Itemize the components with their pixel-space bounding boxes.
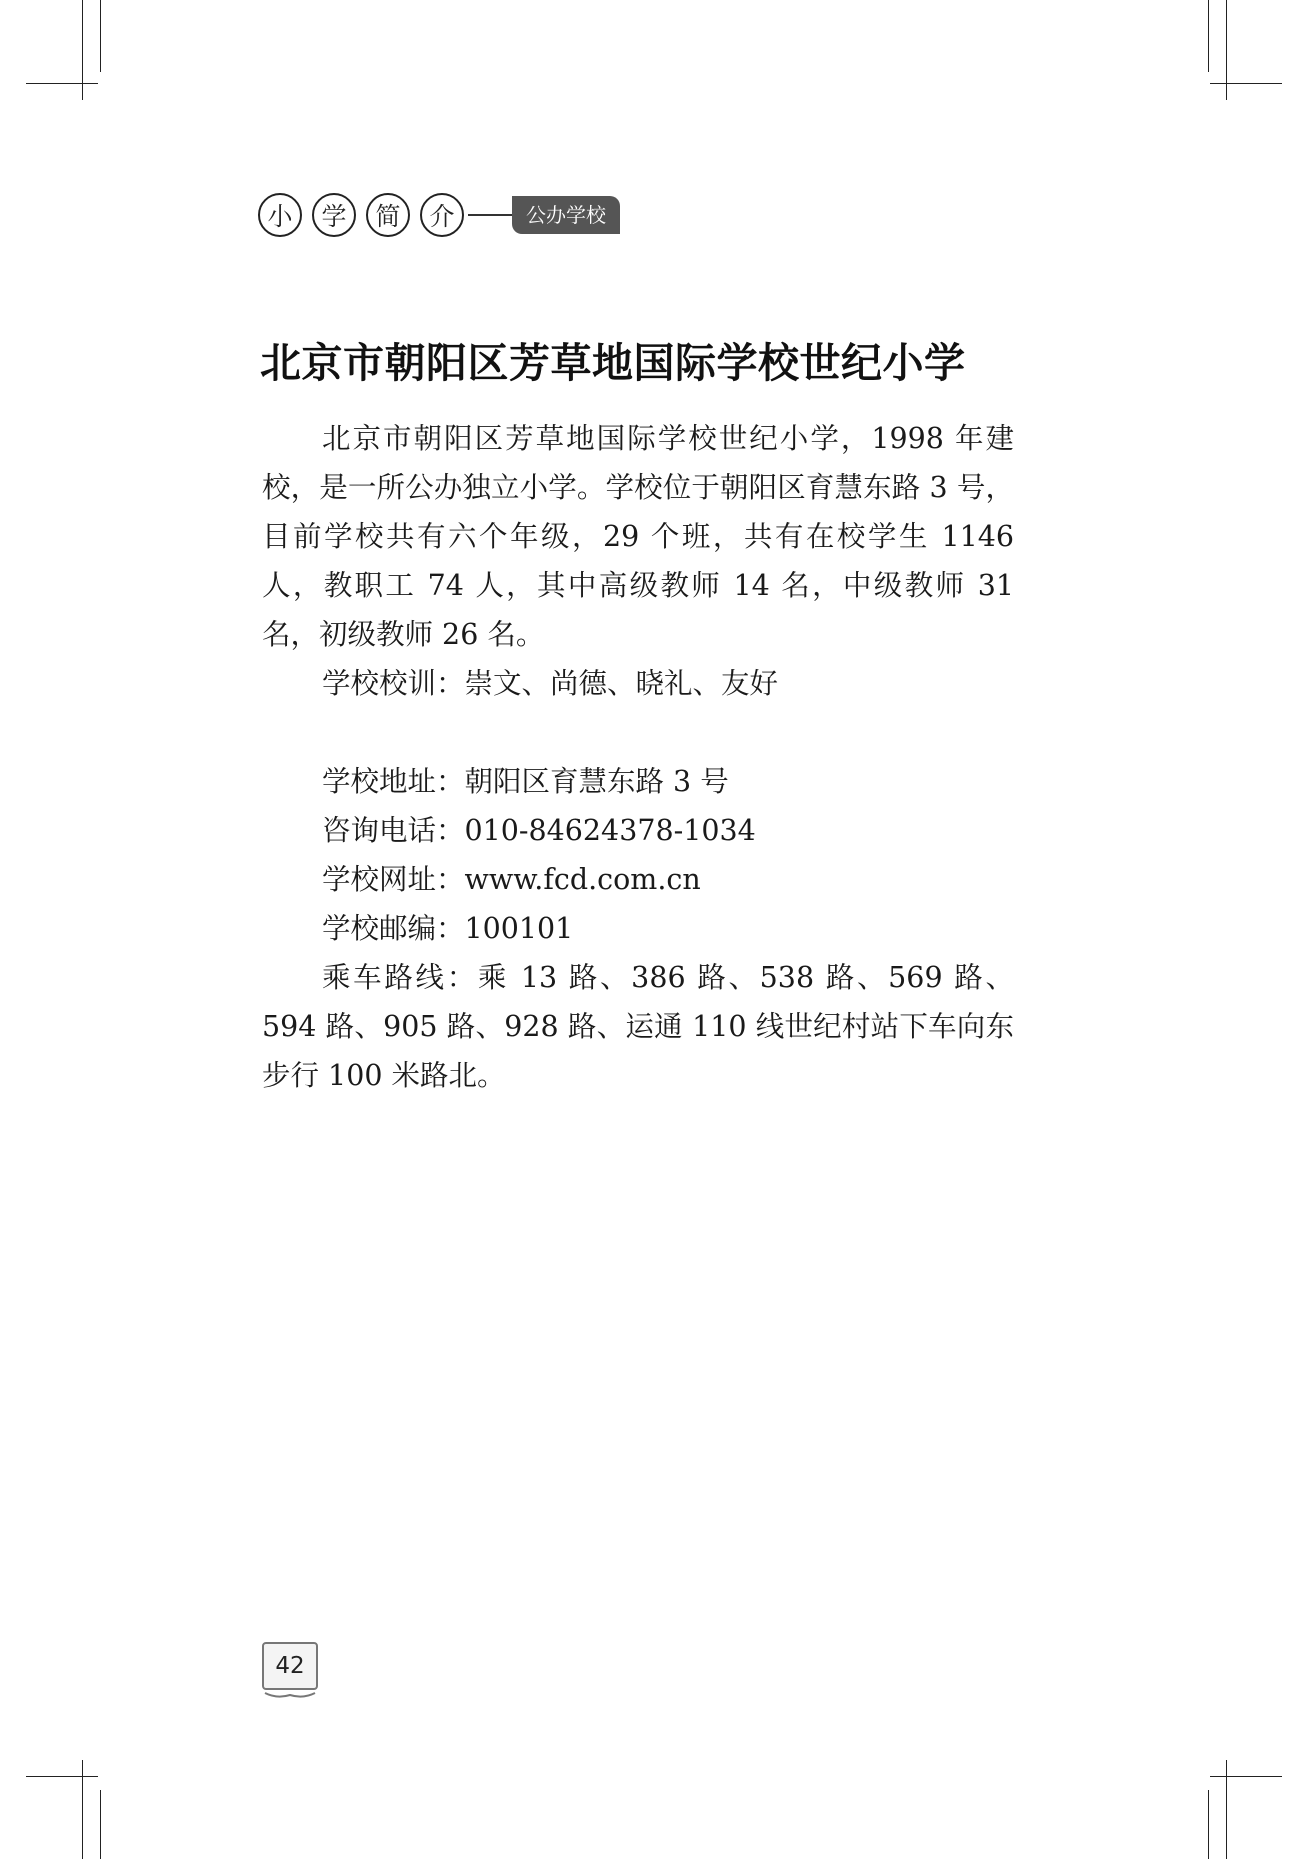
- header-char: 简: [366, 193, 410, 237]
- intro-paragraph: 北京市朝阳区芳草地国际学校世纪小学，1998 年建校，是一所公办独立小学。学校位于朝阳区育慧东路 3 号，目前学校共有六个年级，29 个班，共有在校学生 1146 人，教职工 74 人，其中高级教师 14 名，中级教师 31 名，初级教师 26 名。: [262, 422, 1014, 651]
- crop-mark: [1226, 0, 1227, 100]
- page-number: 42: [262, 1642, 318, 1690]
- school-motto: 学校校训：崇文、尚德、晓礼、友好: [322, 667, 779, 700]
- school-address: 学校地址：朝阳区育慧东路 3 号: [322, 765, 729, 798]
- header-char: 介: [420, 193, 464, 237]
- header-char: 学: [312, 193, 356, 237]
- contact-phone: 咨询电话：010-84624378-1034: [322, 814, 756, 847]
- section-header: [258, 192, 620, 238]
- category-tag: 公办学校: [512, 196, 620, 234]
- crop-mark: [26, 83, 98, 84]
- crop-mark: [26, 1776, 98, 1777]
- body-text: [262, 414, 1014, 1100]
- crop-mark: [1208, 0, 1209, 72]
- page-title: 北京市朝阳区芳草地国际学校世纪小学: [260, 339, 966, 387]
- header-char: 小: [258, 193, 302, 237]
- crop-mark: [82, 0, 83, 100]
- school-website: 学校网址：www.fcd.com.cn: [322, 863, 701, 896]
- crop-mark: [1210, 83, 1282, 84]
- postal-code: 学校邮编：100101: [322, 912, 574, 945]
- crop-mark: [100, 1790, 101, 1859]
- crop-mark: [1226, 1760, 1227, 1859]
- book-page-icon: [264, 1692, 316, 1700]
- crop-mark: [100, 0, 101, 72]
- header-divider: [468, 214, 512, 216]
- crop-mark: [1210, 1776, 1282, 1777]
- crop-mark: [82, 1760, 83, 1859]
- bus-route: 乘车路线：乘 13 路、386 路、538 路、569 路、594 路、905 路、928 路、运通 110 线世纪村站下车向东步行 100 米路北。: [262, 961, 1014, 1092]
- crop-mark: [1208, 1790, 1209, 1859]
